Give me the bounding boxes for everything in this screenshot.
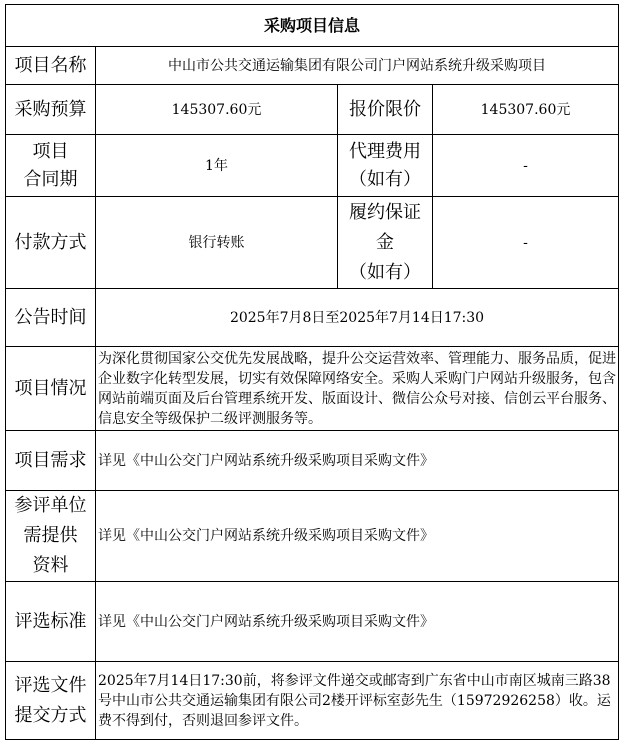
announce-value: 2025年7月8日至2025年7月14日17:30 (96, 289, 619, 347)
materials-label-line2: 需提供 (23, 525, 78, 546)
materials-label-line1: 参评单位 (14, 495, 87, 516)
project-name-label: 项目名称 (6, 47, 96, 85)
agency-fee-label-line2: （如有） (349, 168, 421, 190)
contract-period-value: 1年 (96, 135, 338, 197)
guarantee-label-line3: （如有） (349, 261, 421, 283)
submission-value: 2025年7月14日17:30前，将参评文件递交或邮寄到广东省中山市南区城南三路38号中山市公共交通运输集团有限公司2楼开评标室彭先生（15972926258）收。运费不得到付，否则退回参评文件。 (96, 662, 619, 740)
budget-label: 采购预算 (6, 85, 96, 135)
criteria-label: 评选标准 (6, 582, 96, 662)
situation-value: 为深化贯彻国家公交优先发展战略，提升公交运营效率、管理能力、服务品质，促进企业数字化转型发展，切实有效保障网络安全。采购人采购门户网站升级服务，包含网站前端页面及后台管理系统开发、版面设计、微信公众号对接、信创云平台服务、信息安全等级保护二级评测服务等。 (96, 347, 619, 431)
price-limit-label: 报价限价 (338, 85, 433, 135)
materials-label (6, 491, 96, 582)
requirements-value: 详见《中山公交门户网站系统升级采购项目采购文件》 (96, 431, 619, 491)
materials-value: 详见《中山公交门户网站系统升级采购项目采购文件》 (96, 491, 619, 582)
criteria-value: 详见《中山公交门户网站系统升级采购项目采购文件》 (96, 582, 619, 662)
materials-label-line3: 资料 (32, 555, 69, 576)
payment-label: 付款方式 (6, 197, 96, 289)
budget-value: 145307.60元 (96, 85, 338, 135)
contract-period-label (6, 135, 96, 197)
submission-label-line1: 评选文件 (14, 674, 87, 696)
guarantee-value: - (433, 197, 619, 289)
requirements-label: 项目需求 (6, 431, 96, 491)
announce-label: 公告时间 (6, 289, 96, 347)
guarantee-label-line1: 履约保证 (349, 201, 421, 223)
agency-fee-label (338, 135, 433, 197)
contract-period-label-line2: 合同期 (23, 168, 78, 190)
submission-label (6, 662, 96, 740)
guarantee-label (338, 197, 433, 289)
price-limit-value: 145307.60元 (433, 85, 619, 135)
contract-period-label-line1: 项目 (32, 140, 69, 162)
project-name-value: 中山市公共交通运输集团有限公司门户网站系统升级采购项目 (96, 47, 619, 85)
procurement-info-table (5, 4, 619, 740)
agency-fee-value: - (433, 135, 619, 197)
situation-label: 项目情况 (6, 347, 96, 431)
table-title: 采购项目信息 (6, 5, 619, 47)
guarantee-label-line2: 金 (376, 231, 394, 253)
submission-label-line2: 提交方式 (14, 704, 87, 726)
agency-fee-label-line1: 代理费用 (349, 140, 421, 162)
payment-value: 银行转账 (96, 197, 338, 289)
